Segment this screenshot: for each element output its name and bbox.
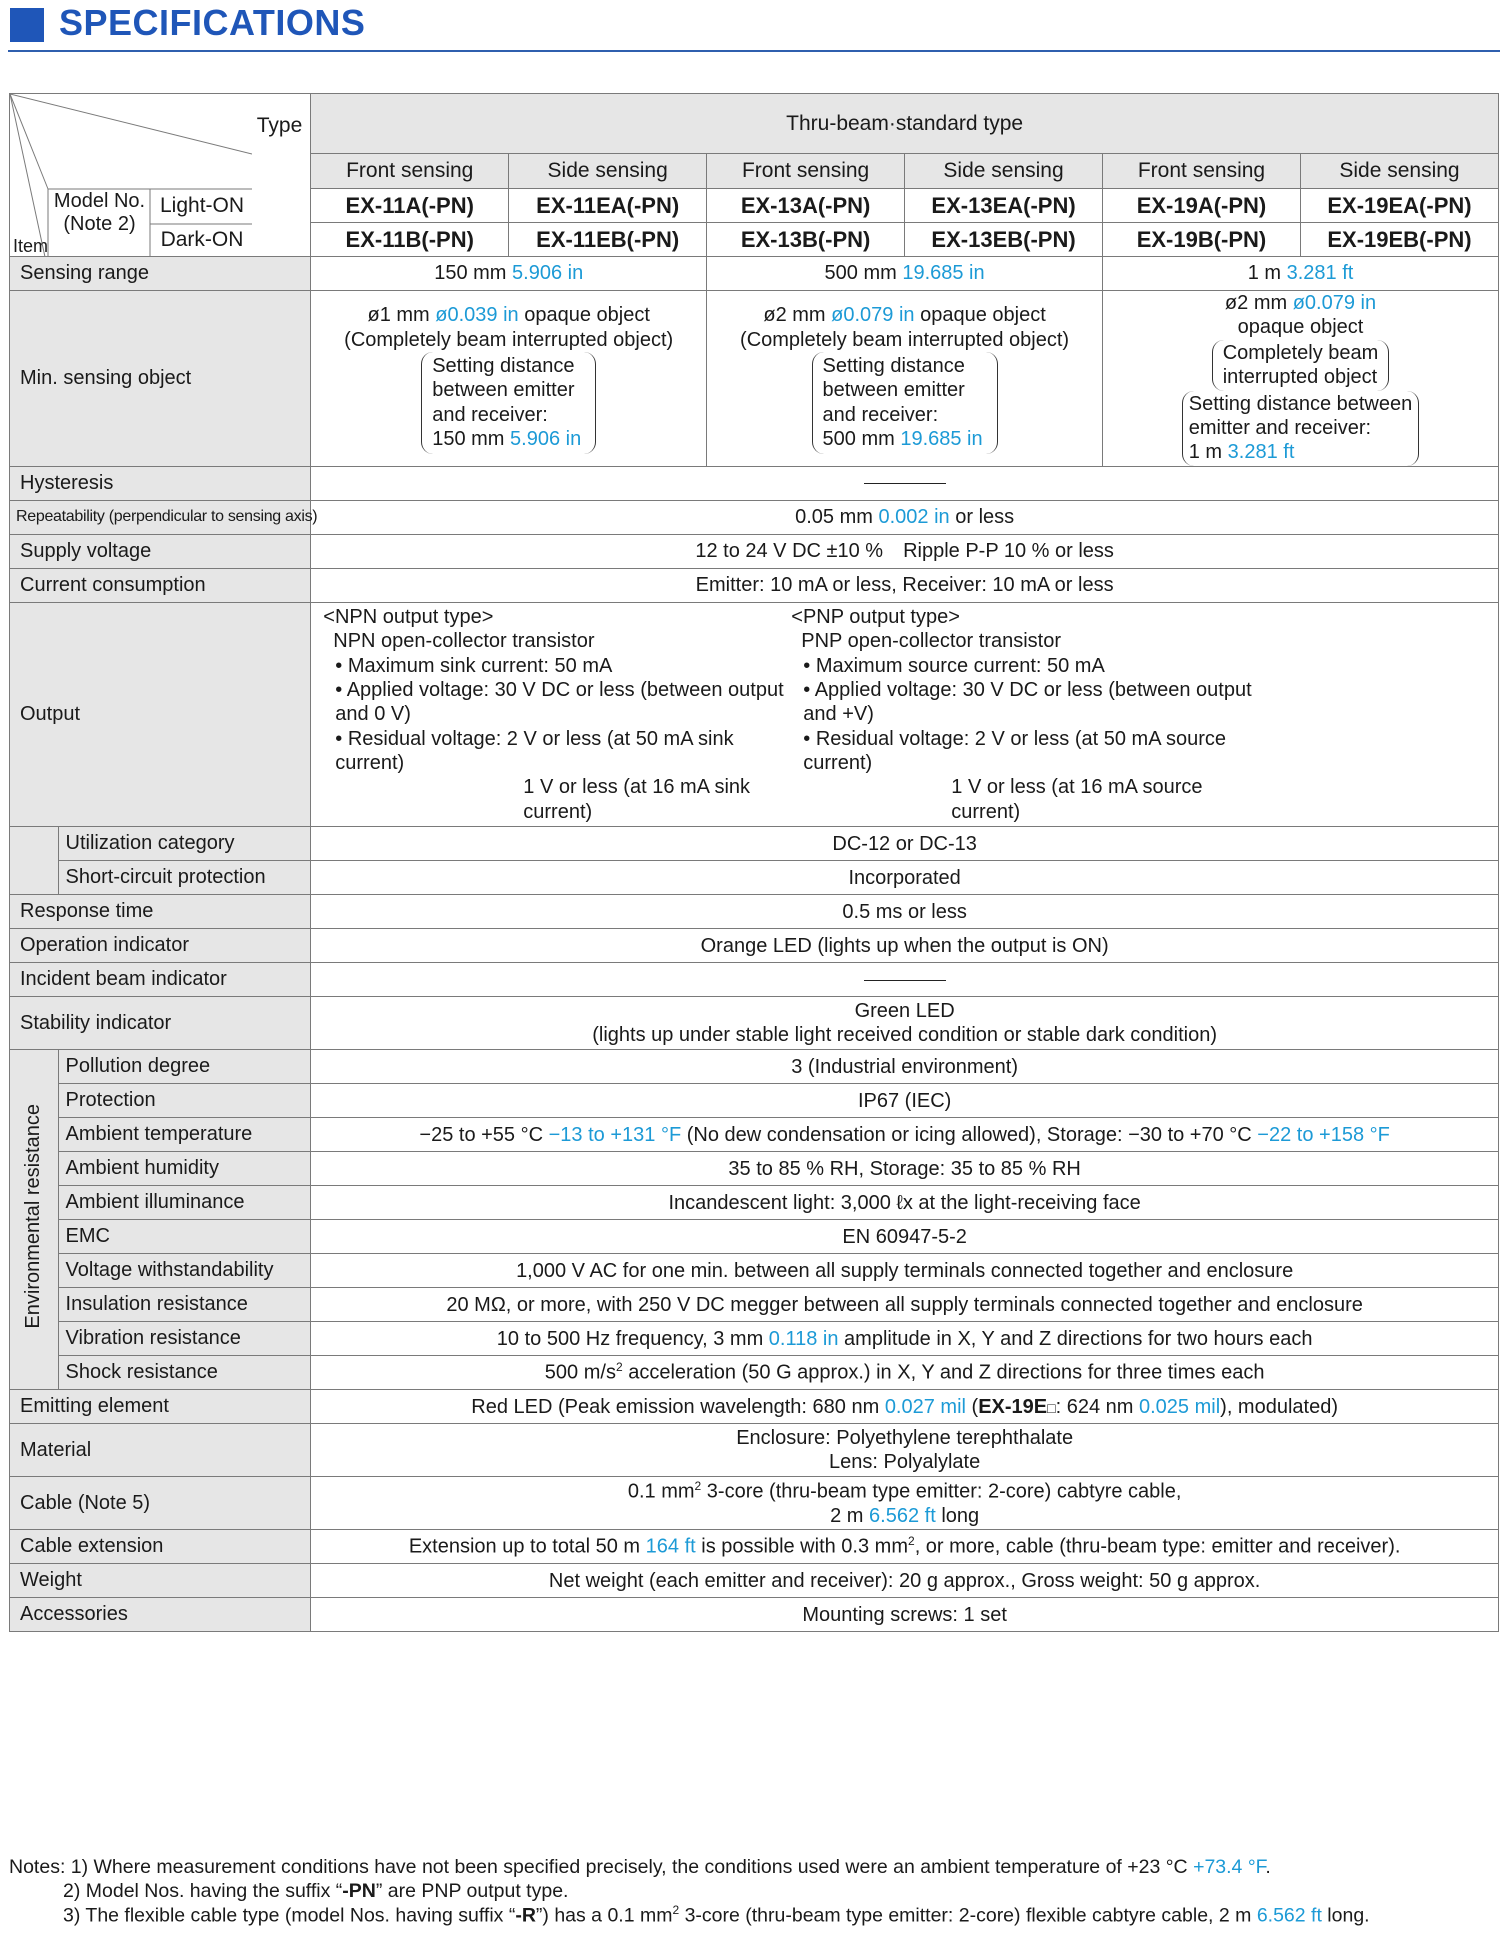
label-accessories: Accessories <box>10 1598 311 1632</box>
sensing-range-2 <box>707 257 1103 291</box>
mo3-paren-a <box>1212 340 1390 391</box>
cext-b: 164 ft <box>645 1535 696 1558</box>
dash-line <box>864 483 946 484</box>
mo2-p1: Setting distance <box>822 354 965 377</box>
row-supply-voltage <box>10 534 1499 568</box>
label-current: Current consumption <box>10 568 311 602</box>
npn-line-4: • Residual voltage: 2 V or less (at 50 mA sink current) <box>335 727 734 775</box>
row-weight <box>10 1564 1499 1598</box>
label-shock: Shock resistance <box>58 1356 311 1390</box>
emit-e: □ <box>1047 1399 1056 1416</box>
row-cable <box>10 1477 1499 1530</box>
env-group-label: Environmental resistance <box>22 1104 45 1330</box>
cable-b: 3-core (thru-beam type emitter: 2-core) cabtyre cable, <box>706 1480 1182 1503</box>
note-2 <box>9 1880 1370 1904</box>
label-material: Material <box>10 1424 311 1477</box>
label-supply-voltage: Supply voltage <box>10 534 311 568</box>
mo2-p3: and receiver: <box>822 403 939 426</box>
mo3-line2: opaque object <box>1237 316 1364 339</box>
label-sensing-range: Sensing range <box>10 257 311 291</box>
mo1-p1: Setting distance <box>432 354 575 377</box>
label-response: Response time <box>10 895 311 929</box>
model-dark-3: EX-13B(-PN) <box>707 223 905 257</box>
pnp-line-5: 1 V or less (at 16 mA source current) <box>951 776 1203 823</box>
row-hysteresis <box>10 466 1499 500</box>
mo3-imperial: ø0.079 in <box>1292 292 1377 314</box>
row-pollution <box>10 1050 1499 1084</box>
model-light-4: EX-13EA(-PN) <box>905 189 1103 223</box>
row-voltage-withstand <box>10 1254 1499 1288</box>
note-1-imperial: +73.4 °F <box>1193 1856 1266 1878</box>
stability-indicator-value <box>311 997 1499 1050</box>
min-object-3 <box>1103 291 1499 467</box>
label-output: Output <box>10 602 311 827</box>
material-value <box>311 1424 1499 1477</box>
model-dark-6: EX-19EB(-PN) <box>1300 223 1498 257</box>
row-current <box>10 568 1499 602</box>
row-sensing-range <box>10 257 1499 291</box>
shock-c: acceleration (50 G approx.) in X, Y and Z directions for three times each <box>628 1361 1265 1384</box>
note-3-d: 3-core (thru-beam type emitter: 2-core) flexible cabtyre cable, 2 m <box>684 1904 1252 1927</box>
cable-sup: 2 <box>694 1478 702 1493</box>
temp-a: −25 to +55 °C <box>419 1123 544 1146</box>
pnp-line-2: • Maximum source current: 50 mA <box>803 654 1105 677</box>
protection-value: IP67 (IEC) <box>311 1084 1499 1118</box>
model-dark-1: EX-11B(-PN) <box>311 223 509 257</box>
row-vibration <box>10 1322 1499 1356</box>
mo3-p1: Setting distance between <box>1188 392 1413 415</box>
sr2-metric: 500 mm <box>824 262 897 285</box>
row-response <box>10 895 1499 929</box>
cext-c: is possible with 0.3 mm <box>701 1535 908 1558</box>
row-material <box>10 1424 1499 1477</box>
label-vibration: Vibration resistance <box>58 1322 311 1356</box>
stability-line2: (lights up under stable light received condition or stable dark condition) <box>592 1024 1218 1047</box>
dash-line <box>864 980 946 981</box>
model-light-2: EX-11EA(-PN) <box>509 189 707 223</box>
rep-metric: 0.05 mm <box>795 506 873 529</box>
note-1-end: . <box>1265 1856 1271 1878</box>
cable-value <box>311 1477 1499 1530</box>
label-illuminance: Ambient illuminance <box>58 1186 311 1220</box>
model-light-1: EX-11A(-PN) <box>311 189 509 223</box>
notes-block <box>9 1856 1370 1928</box>
mo2-imperial: ø0.079 in <box>831 304 915 327</box>
voltage-withstand-value: 1,000 V AC for one min. between all supply terminals connected together and enclosure <box>311 1254 1499 1288</box>
npn-line-0: <NPN output type> <box>323 605 494 628</box>
env-group-cell <box>10 1050 59 1390</box>
sense-header-4: Side sensing <box>905 154 1103 189</box>
sense-header-5: Front sensing <box>1103 154 1301 189</box>
model-dark-2: EX-11EB(-PN) <box>509 223 707 257</box>
vib-c: amplitude in X, Y and Z directions for two hours each <box>844 1327 1313 1350</box>
cext-a: Extension up to total 50 m <box>408 1535 641 1558</box>
npn-line-2: • Maximum sink current: 50 mA <box>335 654 613 677</box>
incident-indicator-value <box>311 963 1499 997</box>
label-operation-indicator: Operation indicator <box>10 929 311 963</box>
supply-voltage-value: 12 to 24 V DC ±10 % Ripple P-P 10 % or less <box>311 534 1499 568</box>
note-3-a: 3) The flexible cable type (model Nos. having suffix “ <box>63 1904 516 1927</box>
vib-b: 0.118 in <box>768 1327 839 1350</box>
emit-d: EX-19E <box>978 1395 1048 1418</box>
emit-g: 0.025 mil <box>1139 1395 1221 1418</box>
rep-imperial: 0.002 in <box>878 506 950 529</box>
row-min-object <box>10 291 1499 467</box>
mo1-metric: ø1 mm <box>367 304 430 327</box>
material-line2: Lens: Polyalylate <box>829 1451 981 1474</box>
label-weight: Weight <box>10 1564 311 1598</box>
mo2-paren <box>812 352 998 454</box>
shock-sup: 2 <box>615 1360 623 1375</box>
pnp-line-4: • Residual voltage: 2 V or less (at 50 mA source current) <box>803 727 1227 775</box>
insulation-value: 20 MΩ, or more, with 250 V DC megger between all supply terminals connected together and enclosure <box>311 1288 1499 1322</box>
mo1-imperial: ø0.039 in <box>435 304 519 327</box>
cable-a: 0.1 mm <box>627 1480 695 1503</box>
mo3-p2: emitter and receiver: <box>1188 416 1372 439</box>
title-bar <box>8 0 1500 52</box>
utilization-value: DC-12 or DC-13 <box>311 827 1499 861</box>
emit-a: Red LED (Peak emission wavelength: 680 nm <box>471 1395 880 1418</box>
spec-table <box>9 93 1499 1632</box>
npn-block <box>323 605 791 825</box>
emit-b: 0.027 mil <box>884 1395 966 1418</box>
row-utilization <box>10 827 1499 861</box>
label-cable-extension: Cable extension <box>10 1530 311 1564</box>
response-value: 0.5 ms or less <box>311 895 1499 929</box>
humidity-value: 35 to 85 % RH, Storage: 35 to 85 % RH <box>311 1152 1499 1186</box>
item-label: Item <box>13 236 49 256</box>
repeatability-value <box>311 500 1499 534</box>
sr1-imperial: 5.906 in <box>512 262 584 285</box>
mo1-text: opaque object <box>524 304 650 327</box>
operation-indicator-value: Orange LED (lights up when the output is ON) <box>311 929 1499 963</box>
row-temperature <box>10 1118 1499 1152</box>
page-title: SPECIFICATIONS <box>59 2 366 43</box>
pnp-line-3: • Applied voltage: 30 V DC or less (between output and +V) <box>803 678 1252 726</box>
label-min-object: Min. sensing object <box>10 291 311 467</box>
cable-c: 2 m <box>830 1504 864 1527</box>
row-stability-indicator <box>10 997 1499 1050</box>
mo2-p4-metric: 500 mm <box>822 428 895 451</box>
label-hysteresis: Hysteresis <box>10 466 311 500</box>
row-accessories <box>10 1598 1499 1632</box>
row-output <box>10 602 1499 827</box>
model-light-6: EX-19EA(-PN) <box>1300 189 1498 223</box>
mo1-p3: and receiver: <box>432 403 548 426</box>
cext-d: , or more, cable (thru-beam type: emitter and receiver). <box>914 1535 1401 1558</box>
note-3 <box>9 1903 1370 1928</box>
title-square-icon <box>10 8 44 42</box>
mo2-p2: between emitter <box>822 379 965 402</box>
mo2-line2: (Completely beam interrupted object) <box>740 328 1070 351</box>
row-humidity <box>10 1152 1499 1186</box>
shock-a: 500 m/s <box>544 1361 616 1384</box>
label-pollution: Pollution degree <box>58 1050 311 1084</box>
row-repeatability <box>10 500 1499 534</box>
mo2-p4-imperial: 19.685 in <box>900 428 983 451</box>
npn-line-1: NPN open-collector transistor <box>333 630 595 653</box>
mo2-metric: ø2 mm <box>763 304 826 327</box>
note-2-c: ” are PNP output type. <box>375 1879 569 1902</box>
output-sub-spacer <box>10 827 59 895</box>
label-cable: Cable (Note 5) <box>10 1477 311 1530</box>
row-short-circuit <box>10 861 1499 895</box>
label-repeatability: Repeatability (perpendicular to sensing axis) <box>10 500 311 534</box>
note-3-f: long. <box>1327 1904 1370 1927</box>
note-3-e: 6.562 ft <box>1256 1904 1322 1927</box>
stability-line1: Green LED <box>854 999 955 1022</box>
note-3-c: ”) has a 0.1 mm <box>535 1904 673 1927</box>
npn-line-5: 1 V or less (at 16 mA sink current) <box>523 776 751 823</box>
row-incident-indicator <box>10 963 1499 997</box>
cable-e: long <box>941 1504 980 1527</box>
temperature-value <box>311 1118 1499 1152</box>
row-emc <box>10 1220 1499 1254</box>
sense-header-2: Side sensing <box>509 154 707 189</box>
row-emitting <box>10 1390 1499 1424</box>
pnp-block <box>791 605 1261 825</box>
sr3-metric: 1 m <box>1247 262 1282 285</box>
sr2-imperial: 19.685 in <box>902 262 985 285</box>
emit-f: : 624 nm <box>1055 1395 1134 1418</box>
label-utilization: Utilization category <box>58 827 311 861</box>
weight-value: Net weight (each emitter and receiver): 20 g approx., Gross weight: 50 g approx. <box>311 1564 1499 1598</box>
mo1-paren <box>421 352 596 454</box>
model-light-3: EX-13A(-PN) <box>707 189 905 223</box>
sense-header-1: Front sensing <box>311 154 509 189</box>
type-label: Type <box>256 114 303 137</box>
sr1-metric: 150 mm <box>434 262 507 285</box>
min-object-2 <box>707 291 1103 467</box>
mo1-line2: (Completely beam interrupted object) <box>344 328 674 351</box>
current-value: Emitter: 10 mA or less, Receiver: 10 mA or less <box>311 568 1499 602</box>
label-insulation: Insulation resistance <box>58 1288 311 1322</box>
mo3-p3-metric: 1 m <box>1188 441 1223 464</box>
output-value <box>311 602 1499 827</box>
model-light-5: EX-19A(-PN) <box>1103 189 1301 223</box>
accessories-value: Mounting screws: 1 set <box>311 1598 1499 1632</box>
mo1-p2: between emitter <box>432 379 575 402</box>
label-emitting: Emitting element <box>10 1390 311 1424</box>
dark-on-label: Dark-ON <box>160 228 244 251</box>
temp-b: −13 to +131 °F <box>548 1123 682 1146</box>
vibration-value <box>311 1322 1499 1356</box>
row-illuminance <box>10 1186 1499 1220</box>
sensing-range-1 <box>311 257 707 291</box>
label-temperature: Ambient temperature <box>58 1118 311 1152</box>
model-no-line2: (Note 2) <box>63 213 136 235</box>
temp-d: −22 to +158 °F <box>1257 1123 1390 1146</box>
label-stability-indicator: Stability indicator <box>10 997 311 1050</box>
sense-header-3: Front sensing <box>707 154 905 189</box>
header-corner-cell <box>10 94 311 257</box>
cable-extension-value <box>311 1530 1499 1564</box>
row-operation-indicator <box>10 929 1499 963</box>
material-line1: Enclosure: Polyethylene terephthalate <box>736 1426 1074 1449</box>
pollution-value: 3 (Industrial environment) <box>311 1050 1499 1084</box>
sense-header-6: Side sensing <box>1300 154 1498 189</box>
model-dark-4: EX-13EB(-PN) <box>905 223 1103 257</box>
model-dark-5: EX-19B(-PN) <box>1103 223 1301 257</box>
emc-value: EN 60947-5-2 <box>311 1220 1499 1254</box>
row-cable-extension <box>10 1530 1499 1564</box>
row-shock <box>10 1356 1499 1390</box>
mo1-p4-imperial: 5.906 in <box>510 428 582 451</box>
shock-value <box>311 1356 1499 1390</box>
row-protection <box>10 1084 1499 1118</box>
note-2-b: -PN <box>342 1879 376 1902</box>
hysteresis-value <box>311 466 1499 500</box>
mo1-p4-metric: 150 mm <box>432 428 505 451</box>
pnp-line-1: PNP open-collector transistor <box>801 630 1062 653</box>
note-1-text: Notes: 1) Where measurement conditions have not been specified precisely, the conditions used were an ambient temperature of +23 °C <box>9 1856 1188 1878</box>
npn-line-3: • Applied voltage: 30 V DC or less (between output and 0 V) <box>335 678 784 726</box>
emitting-value <box>311 1390 1499 1424</box>
pnp-line-0: <PNP output type> <box>791 605 960 628</box>
label-humidity: Ambient humidity <box>58 1152 311 1186</box>
model-no-line1: Model No. <box>53 190 146 212</box>
vib-a: 10 to 500 Hz frequency, 3 mm <box>496 1327 764 1350</box>
min-object-1 <box>311 291 707 467</box>
mo3-q1: Completely beam <box>1222 341 1379 364</box>
cext-sup: 2 <box>908 1534 915 1549</box>
mo2-text: opaque object <box>920 304 1046 327</box>
emit-h: ), modulated) <box>1220 1395 1338 1418</box>
label-short-circuit: Short-circuit protection <box>58 861 311 895</box>
type-group-header: Thru-beam·standard type <box>311 94 1499 154</box>
note-1 <box>9 1856 1370 1880</box>
emit-c: ( <box>971 1395 979 1418</box>
label-voltage-withstand: Voltage withstandability <box>58 1254 311 1288</box>
rep-text: or less <box>955 506 1015 529</box>
mo3-p3-imperial: 3.281 ft <box>1227 441 1295 464</box>
mo3-q2: interrupted object <box>1222 366 1378 389</box>
label-emc: EMC <box>58 1220 311 1254</box>
row-insulation <box>10 1288 1499 1322</box>
model-no-label <box>51 190 148 236</box>
temp-c: (No dew condensation or icing allowed), Storage: −30 to +70 °C <box>686 1123 1252 1146</box>
mo3-paren-b <box>1182 391 1420 466</box>
note-3-b: -R <box>515 1904 536 1927</box>
label-incident-indicator: Incident beam indicator <box>10 963 311 997</box>
mo3-metric: ø2 mm <box>1224 292 1288 314</box>
cable-d: 6.562 ft <box>869 1504 936 1527</box>
short-circuit-value: Incorporated <box>311 861 1499 895</box>
sr3-imperial: 3.281 ft <box>1286 262 1354 285</box>
sensing-range-3 <box>1103 257 1499 291</box>
note-2-a: 2) Model Nos. having the suffix “ <box>63 1879 343 1902</box>
note-3-sup: 2 <box>672 1903 680 1918</box>
light-on-label: Light-ON <box>159 194 245 217</box>
label-protection: Protection <box>58 1084 311 1118</box>
illuminance-value: Incandescent light: 3,000 ℓx at the light-receiving face <box>311 1186 1499 1220</box>
